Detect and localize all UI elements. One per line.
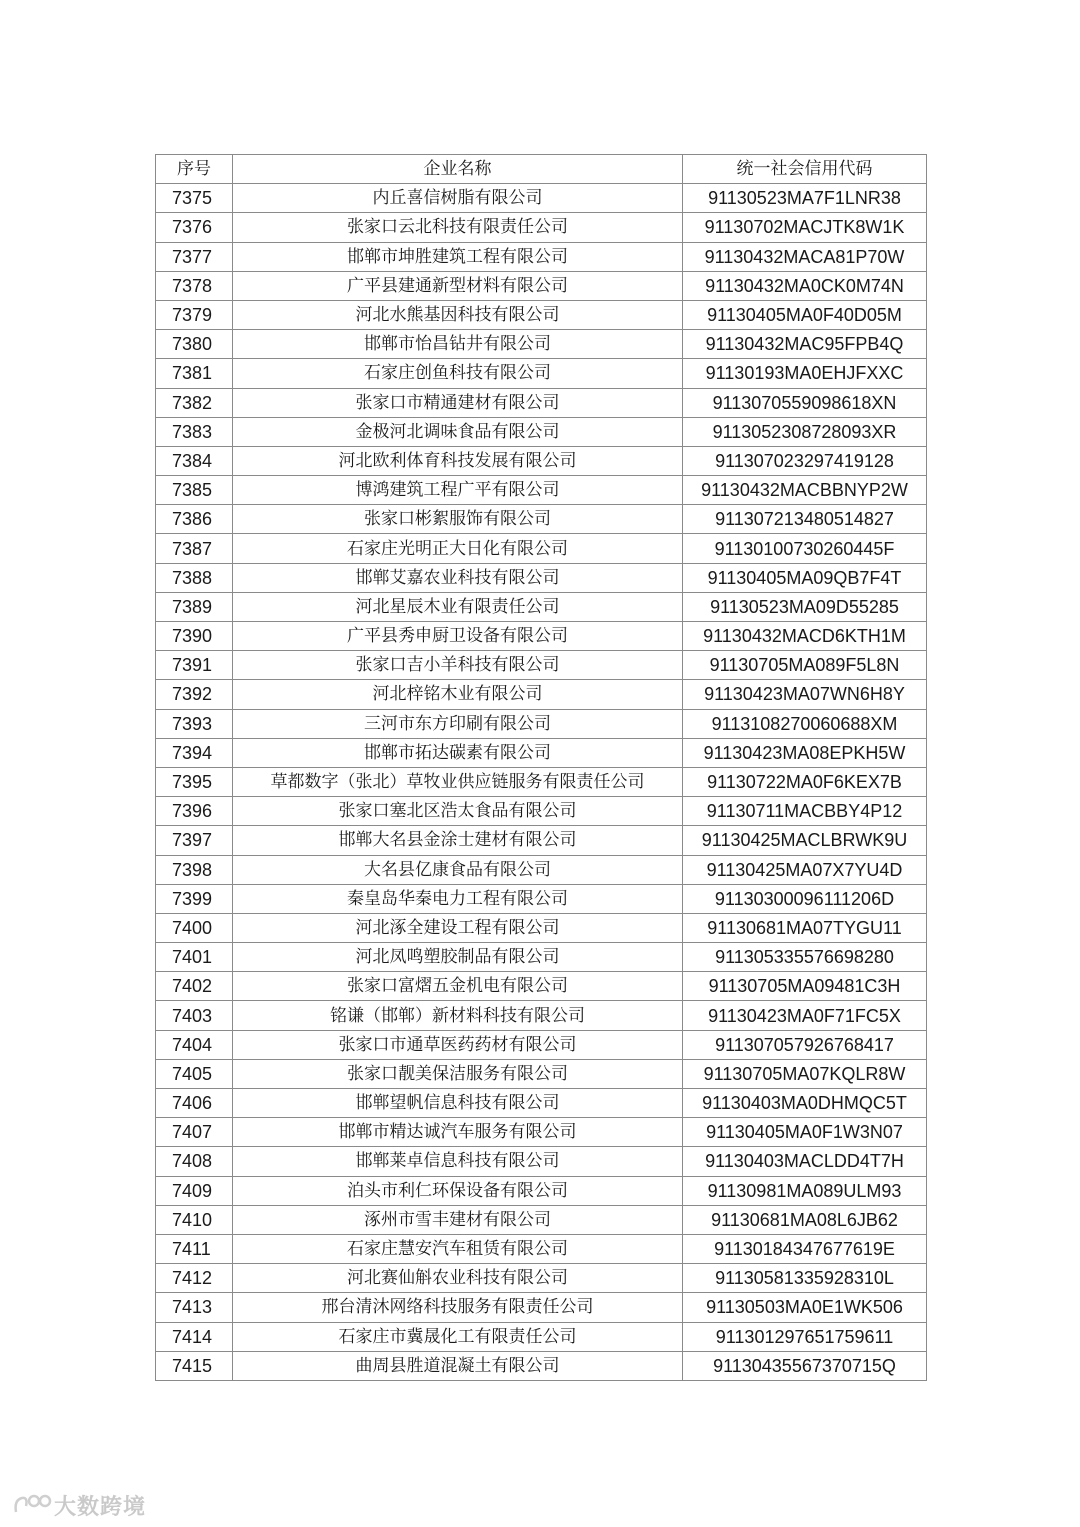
table-row [156, 271, 927, 300]
company-name-cell: 河北凤鸣塑胶制品有限公司 [233, 943, 683, 972]
table-row [156, 1089, 927, 1118]
company-name-cell: 广平县建通新型材料有限公司 [233, 271, 683, 300]
table-row [156, 534, 927, 563]
seq-cell: 7404 [156, 1030, 233, 1059]
table-row [156, 709, 927, 738]
table-row [156, 242, 927, 271]
table-row [156, 359, 927, 388]
header-seq: 序号 [156, 155, 233, 184]
credit-code-cell: 91130581335928310L [683, 1264, 927, 1293]
table-row [156, 1322, 927, 1351]
credit-code-cell: 91130425MACLBRWK9U [683, 826, 927, 855]
company-name-cell: 河北欧利体育科技发展有限公司 [233, 446, 683, 475]
seq-cell: 7392 [156, 680, 233, 709]
company-name-cell: 广平县秀申厨卫设备有限公司 [233, 622, 683, 651]
seq-cell: 7399 [156, 884, 233, 913]
seq-cell: 7381 [156, 359, 233, 388]
seq-cell: 7378 [156, 271, 233, 300]
table-row [156, 1234, 927, 1263]
credit-code-cell: 91130403MACLDD4T7H [683, 1147, 927, 1176]
credit-code-cell: 91130711MACBBY4P12 [683, 797, 927, 826]
table-row [156, 855, 927, 884]
table-row [156, 972, 927, 1001]
seq-cell: 7388 [156, 563, 233, 592]
company-name-cell: 张家口塞北区浩太食品有限公司 [233, 797, 683, 826]
table-row [156, 330, 927, 359]
credit-code-cell: 91130681MA08L6JB62 [683, 1205, 927, 1234]
seq-cell: 7405 [156, 1059, 233, 1088]
table-row [156, 388, 927, 417]
credit-code-cell: 91130425MA07X7YU4D [683, 855, 927, 884]
company-name-cell: 邯郸莱卓信息科技有限公司 [233, 1147, 683, 1176]
credit-code-cell: 91130681MA07TYGU11 [683, 913, 927, 942]
company-name-cell: 涿州市雪丰建材有限公司 [233, 1205, 683, 1234]
company-name-cell: 张家口靓美保洁服务有限公司 [233, 1059, 683, 1088]
seq-cell: 7415 [156, 1351, 233, 1380]
seq-cell: 7408 [156, 1147, 233, 1176]
company-name-cell: 张家口云北科技有限责任公司 [233, 213, 683, 242]
table-row [156, 884, 927, 913]
company-name-cell: 张家口富熠五金机电有限公司 [233, 972, 683, 1001]
credit-code-cell: 91130423MA0F71FC5X [683, 1001, 927, 1030]
table-row [156, 213, 927, 242]
company-name-cell: 河北梓铭木业有限公司 [233, 680, 683, 709]
company-name-cell: 邯郸艾嘉农业科技有限公司 [233, 563, 683, 592]
credit-code-cell: 91130300096111206D [683, 884, 927, 913]
table-row [156, 1264, 927, 1293]
company-name-cell: 河北涿全建设工程有限公司 [233, 913, 683, 942]
credit-code-cell: 91130981MA089ULM93 [683, 1176, 927, 1205]
seq-cell: 7412 [156, 1264, 233, 1293]
seq-cell: 7403 [156, 1001, 233, 1030]
credit-code-cell: 9113070559098618XN [683, 388, 927, 417]
table-row [156, 826, 927, 855]
company-name-cell: 邯郸望帆信息科技有限公司 [233, 1089, 683, 1118]
table-row [156, 738, 927, 767]
seq-cell: 7377 [156, 242, 233, 271]
table-row [156, 1030, 927, 1059]
table-row [156, 1176, 927, 1205]
seq-cell: 7413 [156, 1293, 233, 1322]
credit-code-cell: 91130193MA0EHJFXXC [683, 359, 927, 388]
table-row [156, 417, 927, 446]
company-name-cell: 三河市东方印刷有限公司 [233, 709, 683, 738]
credit-code-cell: 91130435567370715Q [683, 1351, 927, 1380]
company-name-cell: 邢台清沐网络科技服务有限责任公司 [233, 1293, 683, 1322]
credit-code-cell: 91130705MA07KQLR8W [683, 1059, 927, 1088]
company-name-cell: 内丘喜信树脂有限公司 [233, 184, 683, 213]
credit-code-cell: 91130705MA09481C3H [683, 972, 927, 1001]
company-name-cell: 河北水熊基因科技有限公司 [233, 300, 683, 329]
company-name-cell: 泊头市利仁环保设备有限公司 [233, 1176, 683, 1205]
seq-cell: 7379 [156, 300, 233, 329]
credit-code-cell: 91130705MA089F5L8N [683, 651, 927, 680]
table-row [156, 622, 927, 651]
credit-code-cell: 9113052308728093XR [683, 417, 927, 446]
credit-code-cell: 911305335576698280 [683, 943, 927, 972]
seq-cell: 7411 [156, 1234, 233, 1263]
table-row [156, 680, 927, 709]
credit-code-cell: 91130100730260445F [683, 534, 927, 563]
credit-code-cell: 91130423MA08EPKH5W [683, 738, 927, 767]
seq-cell: 7401 [156, 943, 233, 972]
table-row [156, 1147, 927, 1176]
seq-cell: 7384 [156, 446, 233, 475]
credit-code-cell: 911301297651759611 [683, 1322, 927, 1351]
company-name-cell: 张家口市精通建材有限公司 [233, 388, 683, 417]
company-name-cell: 河北赛仙斛农业科技有限公司 [233, 1264, 683, 1293]
company-name-cell: 石家庄创鱼科技有限公司 [233, 359, 683, 388]
table-row [156, 943, 927, 972]
company-name-cell: 博鸿建筑工程广平有限公司 [233, 476, 683, 505]
company-name-cell: 秦皇岛华秦电力工程有限公司 [233, 884, 683, 913]
company-name-cell: 邯郸市精达诚汽车服务有限公司 [233, 1118, 683, 1147]
table-row [156, 913, 927, 942]
seq-cell: 7406 [156, 1089, 233, 1118]
company-name-cell: 铭谦（邯郸）新材料科技有限公司 [233, 1001, 683, 1030]
seq-cell: 7386 [156, 505, 233, 534]
table-row [156, 1205, 927, 1234]
brand-logo-icon [12, 1492, 52, 1518]
seq-cell: 7387 [156, 534, 233, 563]
seq-cell: 7385 [156, 476, 233, 505]
header-credit-code: 统一社会信用代码 [683, 155, 927, 184]
company-name-cell: 邯郸市拓达碳素有限公司 [233, 738, 683, 767]
seq-cell: 7389 [156, 592, 233, 621]
credit-code-cell: 91130432MACD6KTH1M [683, 622, 927, 651]
credit-code-cell: 91130403MA0DHMQC5T [683, 1089, 927, 1118]
credit-code-cell: 9113108270060688XM [683, 709, 927, 738]
table-row [156, 184, 927, 213]
credit-code-cell: 91130722MA0F6KEX7B [683, 767, 927, 796]
company-name-cell: 邯郸市怡昌钻井有限公司 [233, 330, 683, 359]
company-name-cell: 草都数字（张北）草牧业供应链服务有限责任公司 [233, 767, 683, 796]
credit-code-cell: 911307023297419128 [683, 446, 927, 475]
seq-cell: 7394 [156, 738, 233, 767]
company-name-cell: 石家庄光明正大日化有限公司 [233, 534, 683, 563]
company-name-cell: 张家口吉小羊科技有限公司 [233, 651, 683, 680]
credit-code-cell: 911307057926768417 [683, 1030, 927, 1059]
credit-code-cell: 91130432MA0CK0M74N [683, 271, 927, 300]
table-row [156, 476, 927, 505]
credit-code-cell: 91130523MA7F1LNR38 [683, 184, 927, 213]
table-header-row [156, 155, 927, 184]
seq-cell: 7398 [156, 855, 233, 884]
company-name-cell: 河北星辰木业有限责任公司 [233, 592, 683, 621]
credit-code-cell: 91130405MA0F1W3N07 [683, 1118, 927, 1147]
credit-code-cell: 911307213480514827 [683, 505, 927, 534]
table-row [156, 1351, 927, 1380]
credit-code-cell: 91130432MACA81P70W [683, 242, 927, 271]
credit-code-cell: 91130702MACJTK8W1K [683, 213, 927, 242]
seq-cell: 7390 [156, 622, 233, 651]
company-name-cell: 石家庄市冀晟化工有限责任公司 [233, 1322, 683, 1351]
company-name-cell: 邯郸大名县金涂士建材有限公司 [233, 826, 683, 855]
credit-code-cell: 91130423MA07WN6H8Y [683, 680, 927, 709]
credit-code-cell: 91130405MA09QB7F4T [683, 563, 927, 592]
seq-cell: 7380 [156, 330, 233, 359]
header-company-name: 企业名称 [233, 155, 683, 184]
seq-cell: 7391 [156, 651, 233, 680]
table-row [156, 563, 927, 592]
table-row [156, 797, 927, 826]
seq-cell: 7382 [156, 388, 233, 417]
seq-cell: 7393 [156, 709, 233, 738]
company-name-cell: 石家庄慧安汽车租赁有限公司 [233, 1234, 683, 1263]
company-table-container [155, 154, 926, 1381]
seq-cell: 7375 [156, 184, 233, 213]
table-body [156, 184, 927, 1381]
table-row [156, 505, 927, 534]
credit-code-cell: 91130405MA0F40D05M [683, 300, 927, 329]
table-row [156, 1001, 927, 1030]
company-name-cell: 大名县亿康食品有限公司 [233, 855, 683, 884]
table-row [156, 446, 927, 475]
table-row [156, 1293, 927, 1322]
credit-code-cell: 91130432MACBBNYP2W [683, 476, 927, 505]
credit-code-cell: 91130184347677619E [683, 1234, 927, 1263]
seq-cell: 7396 [156, 797, 233, 826]
company-name-cell: 曲周县胜道混凝土有限公司 [233, 1351, 683, 1380]
seq-cell: 7376 [156, 213, 233, 242]
seq-cell: 7397 [156, 826, 233, 855]
company-name-cell: 金极河北调味食品有限公司 [233, 417, 683, 446]
company-name-cell: 邯郸市坤胜建筑工程有限公司 [233, 242, 683, 271]
table-row [156, 767, 927, 796]
seq-cell: 7383 [156, 417, 233, 446]
seq-cell: 7395 [156, 767, 233, 796]
seq-cell: 7410 [156, 1205, 233, 1234]
table-row [156, 1059, 927, 1088]
seq-cell: 7409 [156, 1176, 233, 1205]
seq-cell: 7402 [156, 972, 233, 1001]
seq-cell: 7400 [156, 913, 233, 942]
table-row [156, 300, 927, 329]
table-row [156, 592, 927, 621]
table-row [156, 651, 927, 680]
company-table [155, 154, 927, 1381]
watermark-text: 大数跨境 [54, 1494, 147, 1520]
credit-code-cell: 91130503MA0E1WK506 [683, 1293, 927, 1322]
seq-cell: 7414 [156, 1322, 233, 1351]
company-name-cell: 张家口市通草医药药材有限公司 [233, 1030, 683, 1059]
table-row [156, 1118, 927, 1147]
company-name-cell: 张家口彬絮服饰有限公司 [233, 505, 683, 534]
credit-code-cell: 91130432MAC95FPB4Q [683, 330, 927, 359]
seq-cell: 7407 [156, 1118, 233, 1147]
watermark [12, 1490, 146, 1520]
credit-code-cell: 91130523MA09D55285 [683, 592, 927, 621]
